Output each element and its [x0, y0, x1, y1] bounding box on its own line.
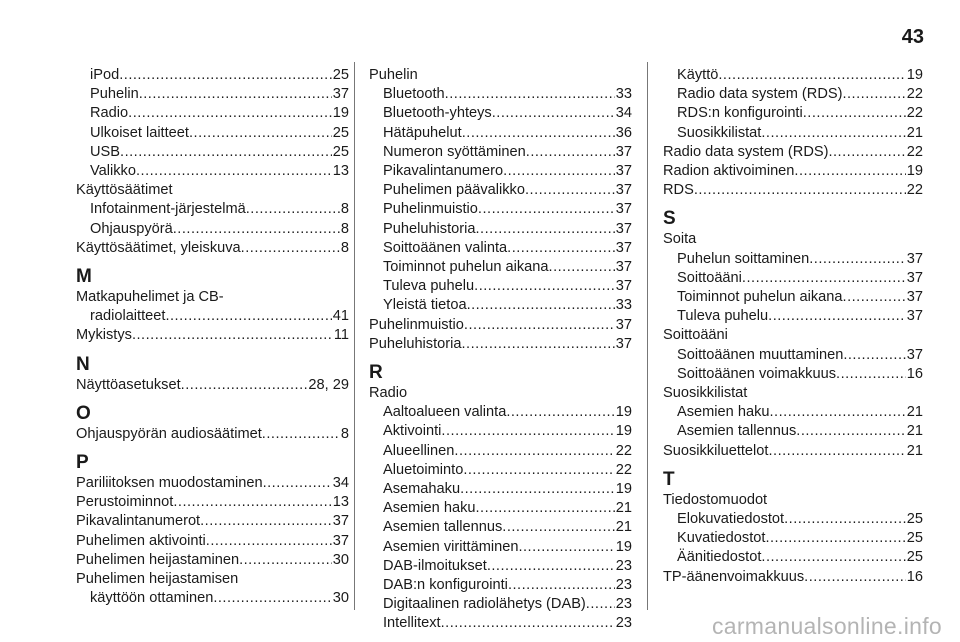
index-heading: Tiedostomuodot — [663, 491, 768, 508]
dot-leader — [836, 365, 906, 384]
index-entry — [663, 307, 923, 326]
index-entry — [369, 200, 632, 219]
index-entry-label: Asemien virittäminen — [383, 538, 519, 555]
index-entry — [76, 376, 349, 395]
column-divider-1 — [354, 62, 355, 610]
index-entry-page: 21 — [906, 124, 923, 141]
index-entry-page: 37 — [615, 239, 632, 256]
index-entry — [663, 346, 923, 365]
index-entry-label: Radio — [90, 105, 129, 122]
dot-leader — [525, 181, 615, 200]
index-heading: Soittoääni — [663, 327, 728, 344]
index-entry-page: 25 — [332, 124, 349, 141]
index-entry — [663, 269, 923, 288]
index-entry — [76, 532, 349, 551]
index-entry-page: 25 — [906, 511, 923, 528]
index-entry-label: Soittoäänen voimakkuus — [677, 365, 837, 382]
dot-leader — [768, 307, 906, 326]
index-entry — [76, 589, 349, 608]
dot-leader — [246, 200, 340, 219]
index-entry — [663, 510, 923, 529]
index-entry-label: Alueellinen — [383, 442, 455, 459]
index-entry-label: Numeron syöttäminen — [383, 143, 526, 160]
dot-leader — [119, 66, 332, 85]
dot-leader — [441, 614, 615, 633]
index-entry-label: Bluetooth-yhteys — [383, 105, 492, 122]
index-entry — [369, 220, 632, 239]
dot-leader — [454, 442, 614, 461]
index-entry-label: Puhelinmuistio — [369, 316, 464, 333]
index-entry-label: Radion aktivoiminen — [663, 163, 795, 180]
watermark: carmanualsonline.info — [711, 613, 942, 639]
index-entry — [663, 288, 923, 307]
index-entry-label: Kuvatiedostot — [677, 530, 766, 547]
index-entry-page: 19 — [615, 423, 632, 440]
dot-leader — [241, 239, 340, 258]
index-entry-page: 19 — [906, 67, 923, 83]
index-entry — [369, 316, 632, 335]
index-entry-page: 19 — [615, 481, 632, 498]
index-entry-page: 41 — [332, 308, 349, 325]
index-entry-label: RDS:n konfigurointi — [677, 105, 803, 122]
index-entry — [76, 143, 349, 162]
dot-leader — [518, 538, 614, 557]
dot-leader — [263, 474, 332, 493]
index-entry — [76, 162, 349, 181]
index-entry-label: Perustoiminnot — [76, 494, 174, 511]
index-entry-page: 19 — [906, 163, 923, 180]
index-entry — [369, 143, 632, 162]
index-entry — [663, 422, 923, 441]
index-section-letter: N — [76, 353, 90, 375]
dot-leader — [502, 518, 615, 537]
index-entry-label: Puhelimen heijastaminen — [76, 551, 240, 568]
index-entry-label: Infotainment-järjestelmä — [90, 201, 246, 218]
index-entry-label: Puheluhistoria — [369, 335, 462, 352]
index-entry-page: 37 — [615, 201, 632, 218]
index-entry-label: Valikko — [90, 163, 136, 180]
index-entry-page: 37 — [906, 346, 923, 363]
index-entry — [369, 258, 632, 277]
index-entry — [663, 568, 923, 587]
dot-leader — [462, 335, 615, 354]
index-entry — [369, 403, 632, 422]
index-entry-page: 21 — [906, 404, 923, 421]
dot-leader — [742, 269, 906, 288]
index-entry-label: Käyttö — [677, 67, 719, 83]
index-entry-label: Asemien tallennus — [677, 423, 797, 440]
dot-leader — [768, 442, 905, 461]
index-entry-page: 13 — [332, 494, 349, 511]
index-entry-page: 37 — [615, 143, 632, 160]
dot-leader — [206, 532, 332, 551]
dot-leader — [173, 220, 340, 239]
index-heading: Puhelimen heijastamisen — [76, 571, 239, 588]
dot-leader — [462, 124, 615, 143]
index-heading: Puhelin — [369, 67, 418, 83]
dot-leader — [445, 85, 615, 104]
index-entry — [76, 512, 349, 531]
index-entry-page: 22 — [615, 442, 632, 459]
index-entry-label: Tuleva puhelu — [383, 278, 475, 295]
dot-leader — [128, 104, 332, 123]
index-column-2 — [369, 66, 632, 634]
index-entry-page: 37 — [906, 269, 923, 286]
dot-leader — [843, 346, 905, 365]
index-entry-page: 22 — [906, 86, 923, 103]
dot-leader — [828, 143, 905, 162]
index-entry — [76, 326, 349, 345]
index-section-letter: M — [76, 266, 92, 288]
column-divider-2 — [647, 62, 648, 610]
index-entry — [369, 614, 632, 633]
index-entry-page: 37 — [615, 259, 632, 276]
index-entry-page: 36 — [615, 124, 632, 141]
index-entry-label: Ohjauspyörä — [90, 220, 173, 237]
index-entry-label: Puhelin — [90, 86, 139, 103]
index-entry-label: Soittoääni — [677, 269, 742, 286]
dot-leader — [794, 162, 905, 181]
index-entry-label: Pariliitoksen muodostaminen — [76, 475, 263, 492]
dot-leader — [173, 493, 331, 512]
index-entry-label: Toiminnot puhelun aikana — [383, 259, 549, 276]
index-entry-label: Suosikkilistat — [677, 124, 762, 141]
index-entry — [369, 104, 632, 123]
index-entry-label: DAB:n konfigurointi — [383, 577, 508, 594]
index-entry-page: 23 — [615, 615, 632, 632]
index-entry — [663, 403, 923, 422]
index-entry-label: Käyttösäätimet, yleiskuva — [76, 239, 241, 256]
index-entry-page: 16 — [906, 365, 923, 382]
dot-leader — [508, 576, 615, 595]
index-entry-label: Puhelimen päävalikko — [383, 182, 525, 199]
index-entry — [663, 529, 923, 548]
dot-leader — [136, 162, 332, 181]
index-entry — [663, 124, 923, 143]
index-entry-page: 37 — [615, 220, 632, 237]
index-entry-page: 19 — [332, 105, 349, 122]
index-entry-page: 11 — [333, 327, 349, 344]
index-entry-label: Puheluhistoria — [383, 220, 476, 237]
index-entry — [76, 124, 349, 143]
index-heading: Soita — [663, 231, 697, 248]
index-entry-page: 21 — [906, 423, 923, 440]
index-entry — [369, 181, 632, 200]
index-entry — [663, 442, 923, 461]
index-entry — [76, 307, 349, 326]
index-entry — [369, 335, 632, 354]
index-entry-page: 22 — [615, 461, 632, 478]
index-entry — [76, 104, 349, 123]
dot-leader — [464, 316, 615, 335]
index-entry-page: 34 — [615, 105, 632, 122]
index-entry — [369, 422, 632, 441]
index-entry — [663, 143, 923, 162]
dot-leader — [262, 425, 340, 444]
index-entry — [76, 493, 349, 512]
index-section-letter: R — [369, 362, 383, 384]
dot-leader — [809, 250, 906, 269]
index-entry — [369, 277, 632, 296]
index-entry — [663, 181, 923, 200]
dot-leader — [478, 200, 615, 219]
index-entry-label: Aktivointi — [383, 423, 442, 440]
index-entry-page: 37 — [906, 308, 923, 325]
index-entry — [369, 557, 632, 576]
dot-leader — [239, 551, 332, 570]
index-entry-label: Yleistä tietoa — [383, 297, 467, 314]
dot-leader — [181, 376, 308, 395]
index-entry — [663, 104, 923, 123]
index-entry-label: USB — [90, 143, 121, 160]
index-entry-page: 37 — [332, 86, 349, 103]
dot-leader — [803, 104, 906, 123]
index-entry-page: 13 — [332, 163, 349, 180]
index-entry-page: 37 — [906, 289, 923, 306]
index-entry-page: 23 — [615, 557, 632, 574]
dot-leader — [784, 510, 906, 529]
index-entry — [663, 365, 923, 384]
index-entry — [663, 85, 923, 104]
dot-leader — [694, 181, 906, 200]
index-entry-label: Radio data system (RDS) — [677, 86, 843, 103]
index-entry-page: 8 — [340, 425, 349, 442]
dot-leader — [200, 512, 332, 531]
index-entry-page: 25 — [906, 549, 923, 566]
index-heading: Käyttösäätimet — [76, 182, 173, 199]
index-entry — [369, 499, 632, 518]
index-entry — [369, 595, 632, 614]
dot-leader — [474, 277, 615, 296]
index-entry-label: Radio data system (RDS) — [663, 143, 829, 160]
index-entry — [369, 461, 632, 480]
index-entry-page: 25 — [332, 143, 349, 160]
index-entry-label: Elokuvatiedostot — [677, 511, 785, 528]
index-entry-page: 25 — [332, 67, 349, 83]
index-entry-page: 22 — [906, 182, 923, 199]
dot-leader — [718, 66, 905, 85]
index-entry-label: Digitaalinen radiolähetys (DAB) — [383, 596, 586, 613]
index-entry — [369, 85, 632, 104]
index-entry — [76, 474, 349, 493]
index-entry-label: Asemien haku — [383, 500, 476, 517]
index-entry-label: radiolaitteet — [90, 308, 166, 325]
index-entry-label: Intellitext — [383, 615, 441, 632]
index-entry-label: Suosikkiluettelot — [663, 442, 769, 459]
index-entry-label: Aluetoiminto — [383, 461, 464, 478]
index-entry-page: 19 — [615, 404, 632, 421]
dot-leader — [467, 296, 615, 315]
index-heading: Matkapuhelimet ja CB- — [76, 289, 224, 306]
index-entry-page: 8 — [340, 239, 349, 256]
index-entry — [663, 162, 923, 181]
index-entry — [663, 548, 923, 567]
index-entry-label: Pikavalintanumerot — [76, 513, 201, 530]
dot-leader — [843, 288, 906, 307]
index-entry-page: 23 — [615, 596, 632, 613]
index-entry-label: Puhelinmuistio — [383, 201, 478, 218]
index-entry-page: 37 — [906, 250, 923, 267]
index-entry — [76, 85, 349, 104]
index-entry-page: 33 — [615, 297, 632, 314]
index-column-1 — [76, 66, 349, 608]
dot-leader — [213, 589, 331, 608]
index-entry-label: Tuleva puhelu — [677, 308, 769, 325]
index-entry — [369, 162, 632, 181]
index-entry — [76, 239, 349, 258]
index-entry-label: RDS — [663, 182, 694, 199]
index-entry-page: 23 — [615, 577, 632, 594]
index-entry — [369, 518, 632, 537]
index-entry-page: 37 — [615, 182, 632, 199]
dot-leader — [441, 422, 614, 441]
index-column-3 — [663, 66, 923, 587]
page-number: 43 — [901, 26, 924, 48]
dot-leader — [796, 422, 906, 441]
dot-leader — [132, 326, 333, 345]
index-entry-page: 16 — [906, 568, 923, 585]
dot-leader — [460, 480, 615, 499]
index-entry-label: Äänitiedostot — [677, 549, 762, 566]
index-entry — [369, 442, 632, 461]
index-entry-label: Puhelun soittaminen — [677, 250, 810, 267]
index-entry-label: Ohjauspyörän audiosäätimet — [76, 425, 262, 442]
dot-leader — [586, 595, 615, 614]
index-entry-label: Ulkoiset laitteet — [90, 124, 189, 141]
index-entry — [76, 200, 349, 219]
index-entry-page: 37 — [615, 335, 632, 352]
index-entry-label: Soittoäänen muuttaminen — [677, 346, 844, 363]
index-entry-label: Asemahaku — [383, 481, 461, 498]
index-entry — [369, 239, 632, 258]
index-entry-page: 33 — [615, 86, 632, 103]
index-entry-label: käyttöön ottaminen — [90, 590, 214, 607]
index-entry-page: 37 — [332, 513, 349, 530]
index-entry-label: Bluetooth — [383, 86, 445, 103]
index-entry-page: 8 — [340, 201, 349, 218]
index-entry-label: Puhelimen aktivointi — [76, 532, 206, 549]
dot-leader — [761, 124, 905, 143]
index-entry-label: Pikavalintanumero — [383, 163, 504, 180]
index-section-letter: O — [76, 402, 91, 424]
dot-leader — [503, 162, 615, 181]
dot-leader — [475, 499, 614, 518]
index-heading: Radio — [369, 385, 408, 402]
index-entry-page: 21 — [615, 519, 632, 536]
index-entry-page: 22 — [906, 105, 923, 122]
index-entry-label: iPod — [90, 67, 120, 83]
dot-leader — [507, 239, 615, 258]
dot-leader — [804, 568, 906, 587]
index-entry — [369, 124, 632, 143]
index-entry-label: Hätäpuhelut — [383, 124, 462, 141]
index-entry — [76, 551, 349, 570]
dot-leader — [165, 307, 331, 326]
index-entry — [369, 538, 632, 557]
index-entry-label: Soittoäänen valinta — [383, 239, 508, 256]
dot-leader — [549, 258, 615, 277]
index-section-letter: S — [663, 208, 676, 230]
index-entry-page: 37 — [615, 316, 632, 333]
dot-leader — [120, 143, 332, 162]
index-entry-page: 21 — [615, 500, 632, 517]
dot-leader — [487, 557, 615, 576]
index-entry-label: Näyttöasetukset — [76, 376, 181, 393]
dot-leader — [842, 85, 905, 104]
index-entry — [76, 220, 349, 239]
index-entry — [76, 66, 349, 85]
dot-leader — [463, 461, 614, 480]
dot-leader — [476, 220, 615, 239]
index-entry-page: 21 — [906, 442, 923, 459]
index-entry-label: TP-äänenvoimakkuus — [663, 568, 805, 585]
index-entry — [76, 425, 349, 444]
index-entry-label: Toiminnot puhelun aikana — [677, 289, 843, 306]
dot-leader — [761, 548, 905, 567]
index-entry — [369, 576, 632, 595]
index-entry-label: Mykistys — [76, 327, 132, 344]
dot-leader — [139, 85, 332, 104]
dot-leader — [189, 124, 332, 143]
dot-leader — [526, 143, 615, 162]
index-entry-page: 37 — [332, 532, 349, 549]
index-entry-page: 30 — [332, 590, 349, 607]
index-entry-label: DAB-ilmoitukset — [383, 557, 487, 574]
index-entry-page: 28, 29 — [308, 376, 349, 393]
index-entry-page: 37 — [615, 163, 632, 180]
index-entry — [369, 480, 632, 499]
index-entry — [663, 250, 923, 269]
index-entry-page: 22 — [906, 143, 923, 160]
index-entry-page: 37 — [615, 278, 632, 295]
index-entry-page: 8 — [340, 220, 349, 237]
index-entry-page: 34 — [332, 475, 349, 492]
index-section-letter: T — [663, 468, 675, 490]
index-entry-label: Aaltoalueen valinta — [383, 404, 507, 421]
index-heading: Suosikkilistat — [663, 385, 748, 402]
index-entry — [369, 296, 632, 315]
index-entry-label: Asemien tallennus — [383, 519, 503, 536]
dot-leader — [506, 403, 614, 422]
dot-leader — [765, 529, 905, 548]
dot-leader — [769, 403, 905, 422]
index-entry-page: 30 — [332, 551, 349, 568]
index-entry — [663, 66, 923, 85]
index-section-letter: P — [76, 452, 89, 474]
dot-leader — [492, 104, 615, 123]
index-entry-page: 19 — [615, 538, 632, 555]
index-entry-page: 25 — [906, 530, 923, 547]
index-entry-label: Asemien haku — [677, 404, 770, 421]
